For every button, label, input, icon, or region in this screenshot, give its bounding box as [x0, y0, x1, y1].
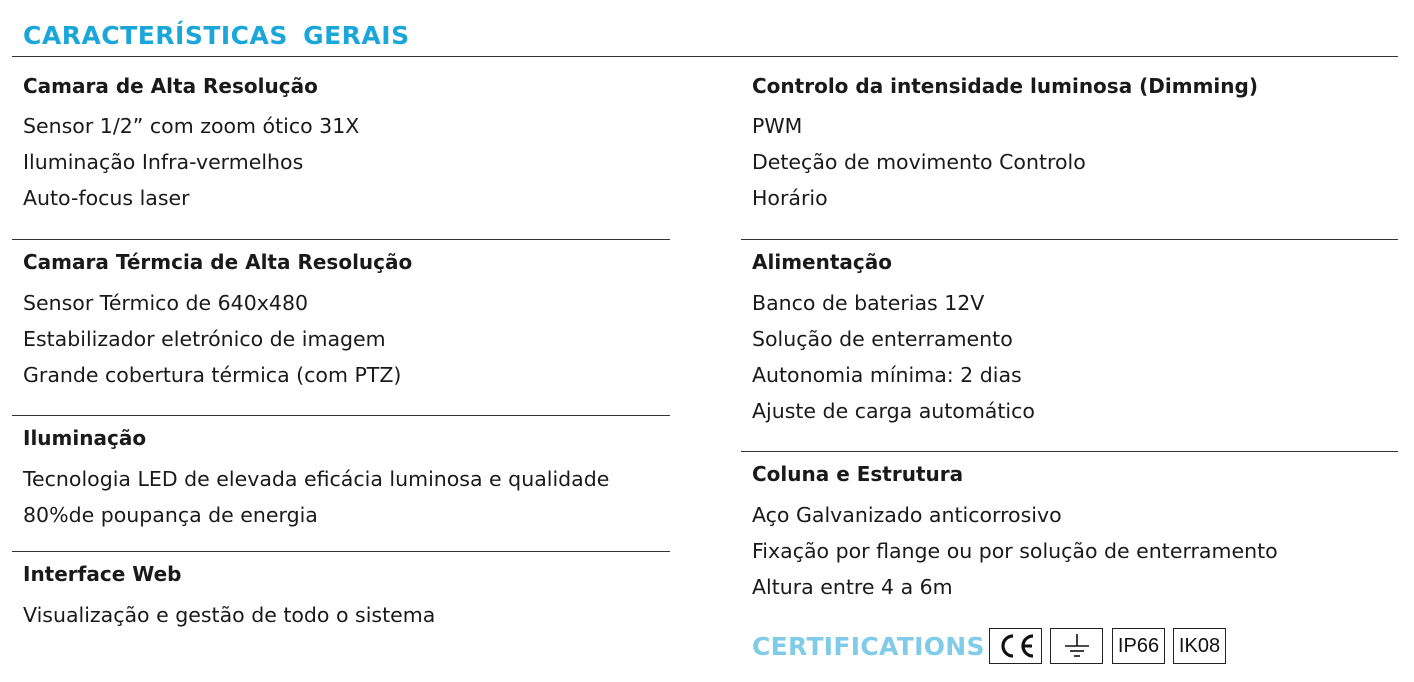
- ip66-badge: IP66: [1112, 628, 1165, 664]
- section-line: Sensor Térmico de 640x480: [23, 291, 309, 315]
- section-divider: [741, 451, 1398, 452]
- section-line: Deteção de movimento Controlo: [752, 150, 1086, 174]
- section-line: Autonomia mínima: 2 dias: [752, 363, 1022, 387]
- section-line: PWM: [752, 114, 803, 138]
- section-line: Estabilizador eletrónico de imagem: [23, 327, 386, 351]
- section-line: Visualização e gestão de todo o sistema: [23, 603, 436, 627]
- section-line: Solução de enterramento: [752, 327, 1013, 351]
- section-title: Alimentação: [752, 250, 892, 274]
- section-line: Fixação por flange ou por solução de enterramento: [752, 539, 1278, 563]
- section-title: Iluminação: [23, 426, 147, 450]
- section-line: Altura entre 4 a 6m: [752, 575, 953, 599]
- section-title: Coluna e Estrutura: [752, 462, 964, 486]
- section-line: Banco de baterias 12V: [752, 291, 985, 315]
- section-line: Auto-focus laser: [23, 186, 190, 210]
- section-title: Camara Térmcia de Alta Resolução: [23, 250, 413, 274]
- section-title: Controlo da intensidade luminosa (Dimming): [752, 74, 1258, 98]
- section-title: Interface Web: [23, 562, 182, 586]
- certifications-title: CERTIFICATIONS: [752, 632, 985, 661]
- title-divider: [12, 56, 1398, 57]
- ik08-badge: IK08: [1173, 628, 1226, 664]
- section-line: Sensor 1/2” com zoom ótico 31X: [23, 114, 360, 138]
- section-line: Aço Galvanizado anticorrosivo: [752, 503, 1062, 527]
- section-line: Horário: [752, 186, 828, 210]
- ce-mark-icon: [989, 628, 1042, 664]
- ground-symbol-icon: [1050, 628, 1103, 664]
- section-line: Ajuste de carga automático: [752, 399, 1035, 423]
- section-divider: [741, 239, 1398, 240]
- section-line: Grande cobertura térmica (com PTZ): [23, 363, 402, 387]
- section-line: 80%de poupança de energia: [23, 503, 318, 527]
- section-divider: [12, 551, 670, 552]
- section-title: Camara de Alta Resolução: [23, 74, 318, 98]
- section-line: Iluminação Infra-vermelhos: [23, 150, 304, 174]
- section-divider: [12, 415, 670, 416]
- page-title: CARACTERÍSTICAS GERAIS: [23, 21, 410, 50]
- section-line: Tecnologia LED de elevada eficácia luminosa e qualidade: [23, 467, 610, 491]
- section-divider: [12, 239, 670, 240]
